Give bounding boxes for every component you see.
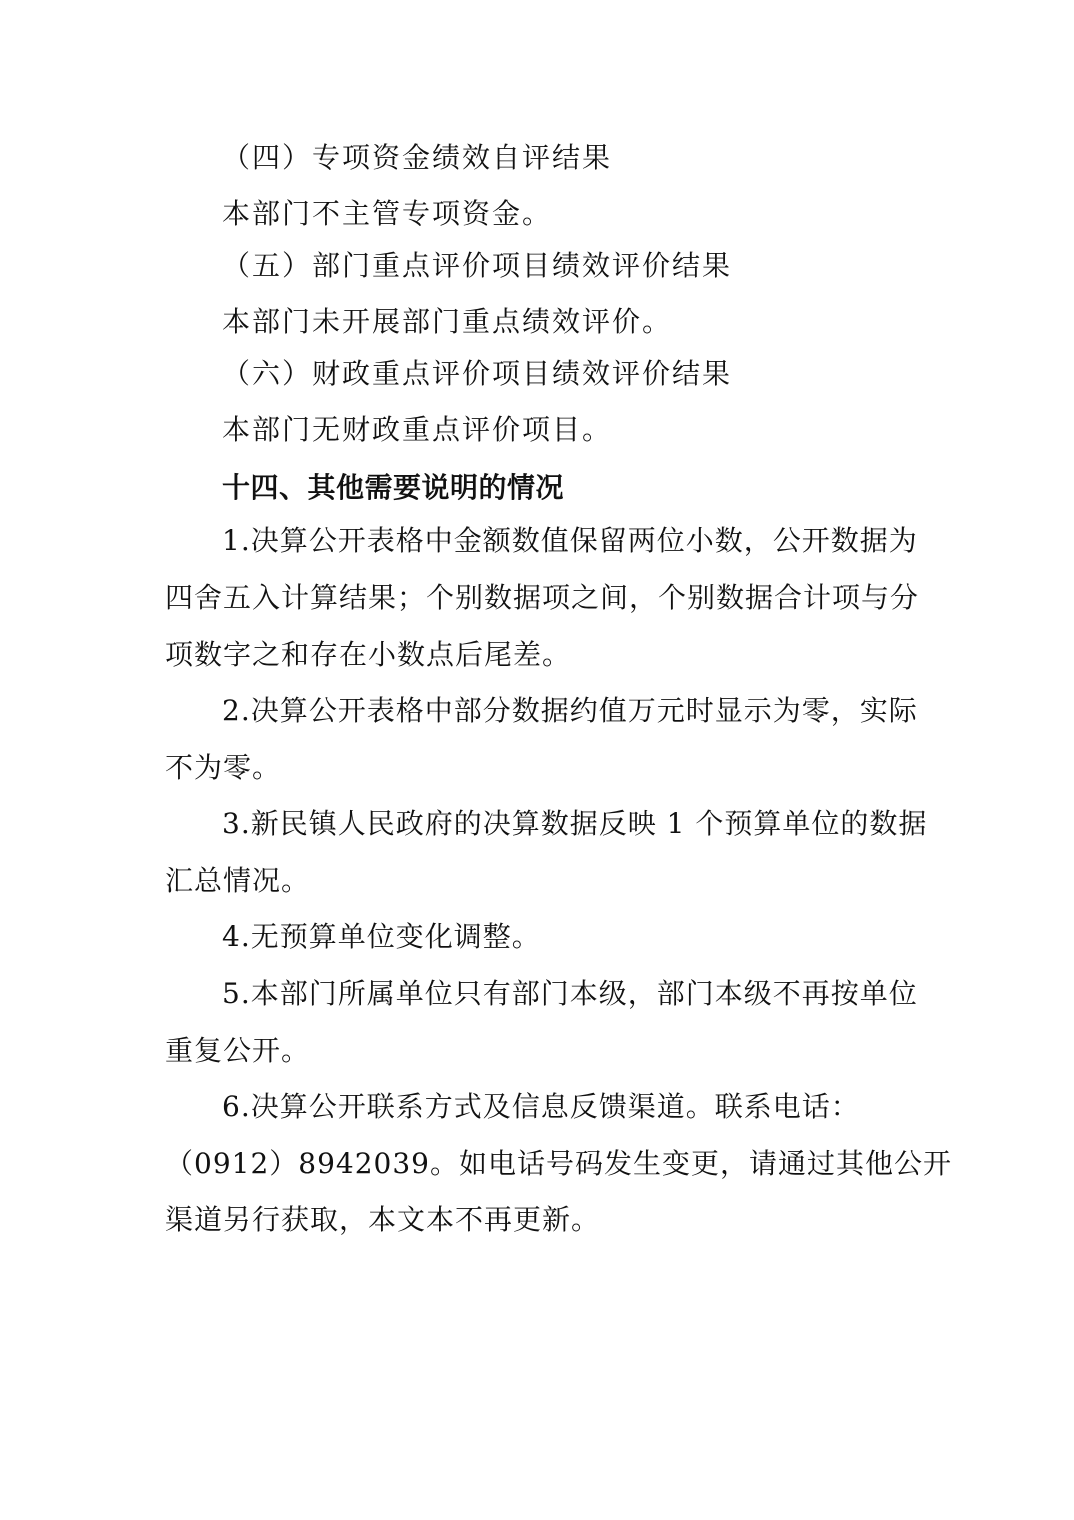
item-4-line-1: 4.无预算单位变化调整。: [222, 920, 541, 953]
item-2-line-1: 2.决算公开表格中部分数据约值万元时显示为零，实际: [222, 694, 918, 727]
section-6-title: （六）财政重点评价项目绩效评价结果: [222, 357, 733, 390]
section-14-heading: 十四、其他需要说明的情况: [222, 471, 565, 504]
section-5-title: （五）部门重点评价项目绩效评价结果: [222, 249, 733, 282]
item-6-line-2: （0912）8942039。如电话号码发生变更，请通过其他公开: [165, 1147, 952, 1180]
section-5-text: 本部门未开展部门重点绩效评价。: [222, 305, 673, 338]
item-1-line-2: 四舍五入计算结果；个别数据项之间，个别数据合计项与分: [165, 581, 920, 614]
item-6-line-3: 渠道另行获取，本文本不再更新。: [165, 1203, 601, 1236]
item-3-line-1: 3.新民镇人民政府的决算数据反映 1 个预算单位的数据: [222, 807, 928, 840]
section-6-text: 本部门无财政重点评价项目。: [222, 413, 613, 446]
item-1-line-3: 项数字之和存在小数点后尾差。: [165, 638, 572, 671]
item-5-line-1: 5.本部门所属单位只有部门本级，部门本级不再按单位: [222, 977, 918, 1010]
item-2-line-2: 不为零。: [165, 751, 282, 784]
section-4-text: 本部门不主管专项资金。: [222, 197, 553, 230]
item-5-line-2: 重复公开。: [165, 1034, 311, 1067]
item-3-line-2: 汇总情况。: [165, 864, 311, 897]
section-4-title: （四）专项资金绩效自评结果: [222, 141, 613, 174]
item-1-line-1: 1.决算公开表格中金额数值保留两位小数，公开数据为: [222, 524, 918, 557]
item-6-line-1: 6.决算公开联系方式及信息反馈渠道。联系电话：: [222, 1090, 860, 1123]
